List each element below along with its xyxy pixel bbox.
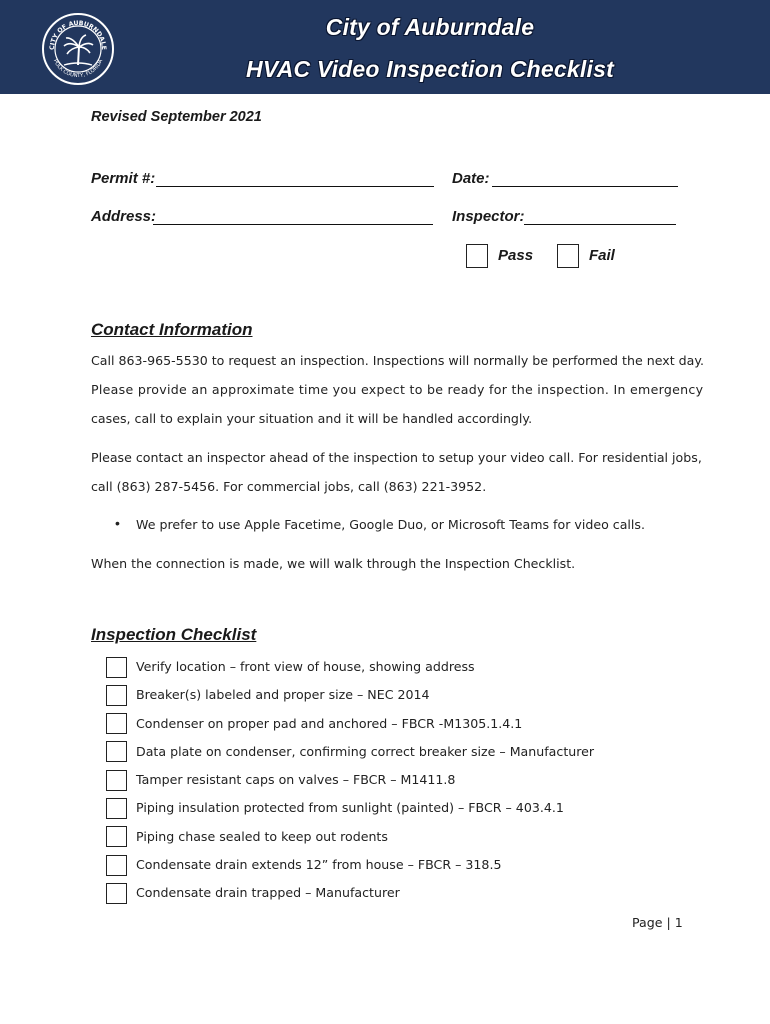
checklist-item-7: Piping chase sealed to keep out rodents <box>136 829 388 844</box>
checklist-checkbox-4[interactable] <box>106 741 127 762</box>
checklist-checkbox-3[interactable] <box>106 713 127 734</box>
checklist-item-3: Condenser on proper pad and anchored – FBCR -M1305.1.4.1 <box>136 716 523 731</box>
permit-field[interactable] <box>156 186 434 187</box>
checklist-checkbox-7[interactable] <box>106 826 127 847</box>
fail-label: Fail <box>589 247 615 264</box>
contact-p2-line2: call (863) 287-5456. For commercial jobs, call (863) 221-3952. <box>91 479 487 494</box>
checklist-checkbox-9[interactable] <box>106 883 127 904</box>
contact-p2-line1: Please contact an inspector ahead of the inspection to setup your video call. For residential jobs, <box>91 450 702 465</box>
video-apps-bullet: We prefer to use Apple Facetime, Google Duo, or Microsoft Teams for video calls. <box>136 517 645 532</box>
checklist-item-5: Tamper resistant caps on valves – FBCR – M1411.8 <box>136 772 456 787</box>
pass-label: Pass <box>498 247 534 264</box>
checklist-checkbox-2[interactable] <box>106 685 127 706</box>
svg-text:POLK COUNTY, FLORIDA: POLK COUNTY, FLORIDA <box>51 58 105 80</box>
checklist-item-8: Condensate drain extends 12” from house – FBCR – 318.5 <box>136 857 502 872</box>
inspector-label: Inspector: <box>452 208 525 225</box>
date-field[interactable] <box>492 186 678 187</box>
svg-text:CITY OF AUBURNDALE: CITY OF AUBURNDALE <box>48 19 108 51</box>
address-field[interactable] <box>153 224 433 225</box>
fail-checkbox[interactable] <box>557 244 579 268</box>
checklist-item-2: Breaker(s) labeled and proper size – NEC 2014 <box>136 687 430 702</box>
permit-label: Permit #: <box>91 170 156 187</box>
checklist-checkbox-5[interactable] <box>106 770 127 791</box>
checklist-item-4: Data plate on condenser, confirming correct breaker size – Manufacturer <box>136 744 595 759</box>
address-label: Address: <box>91 208 157 225</box>
contact-p1-line3: cases, call to explain your situation and it will be handled accordingly. <box>91 411 533 426</box>
pass-checkbox[interactable] <box>466 244 488 268</box>
contact-p1-line2: Please provide an approximate time you expect to be ready for the inspection. In emergency <box>91 382 704 397</box>
checklist-section-title: Inspection Checklist <box>91 625 257 644</box>
contact-p3: When the connection is made, we will walk through the Inspection Checklist. <box>91 556 576 571</box>
checklist-checkbox-1[interactable] <box>106 657 127 678</box>
contact-section-title: Contact Information <box>91 320 253 339</box>
header-banner <box>0 0 770 94</box>
header-title-line2: HVAC Video Inspection Checklist <box>246 56 614 82</box>
checklist-item-6: Piping insulation protected from sunlight (painted) – FBCR – 403.4.1 <box>136 800 564 815</box>
page-number: Page | 1 <box>632 915 683 930</box>
checklist-item-9: Condensate drain trapped – Manufacturer <box>136 885 400 900</box>
header-title-line1: City of Auburndale <box>325 14 535 40</box>
revised-date: Revised September 2021 <box>91 109 262 125</box>
checklist-item-1: Verify location – front view of house, showing address <box>136 659 475 674</box>
bullet-dot-icon: • <box>115 515 120 531</box>
date-label: Date: <box>452 170 490 187</box>
contact-p1-line1: Call 863-965-5530 to request an inspection. Inspections will normally be performed the next day. <box>91 353 705 368</box>
inspector-field[interactable] <box>524 224 676 225</box>
city-seal-logo <box>42 13 114 85</box>
checklist-checkbox-6[interactable] <box>106 798 127 819</box>
checklist-checkbox-8[interactable] <box>106 855 127 876</box>
